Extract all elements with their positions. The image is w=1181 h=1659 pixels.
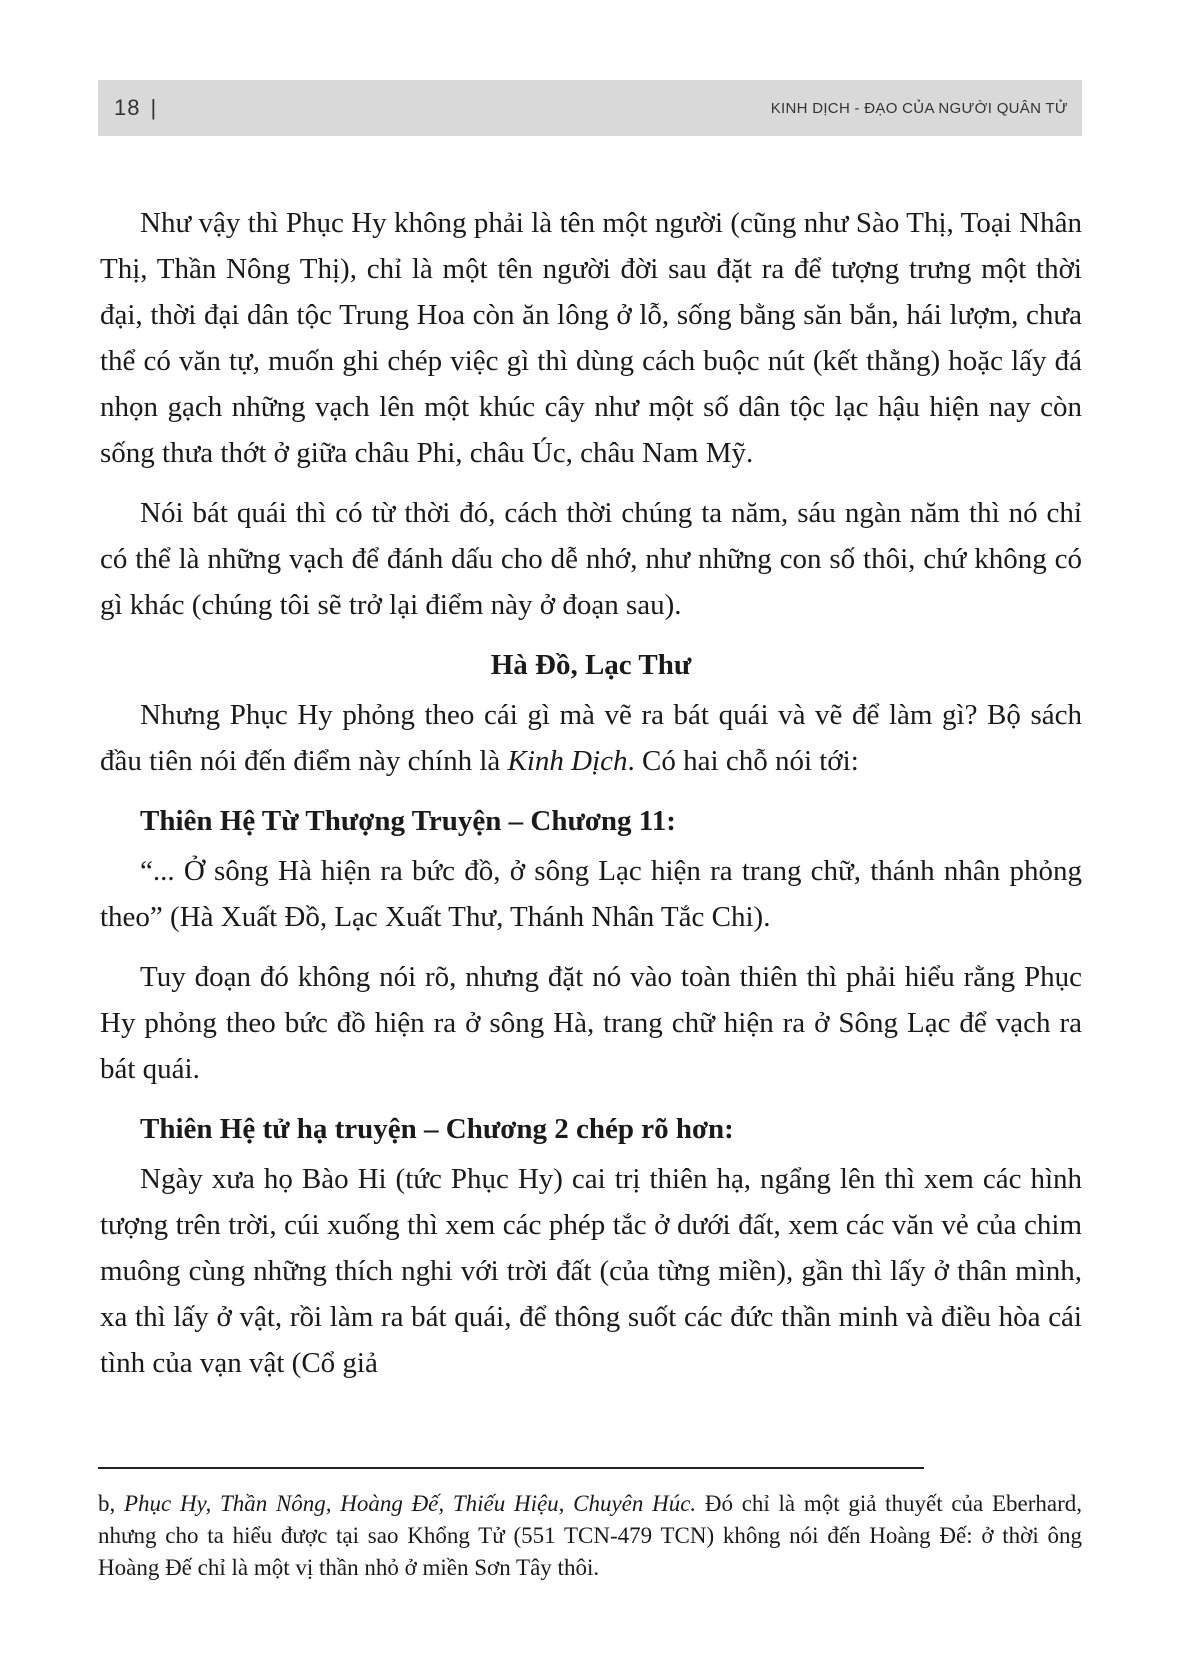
footnote-italic: Phục Hy, Thần Nông, Hoàng Đế, Thiếu Hiệu, Chuyên Húc. xyxy=(123,1491,697,1516)
paragraph-3 xyxy=(100,692,1082,784)
book-title-italic: Kinh Dịch xyxy=(507,745,628,777)
section-heading-ha-do-lac-thu: Hà Đồ, Lạc Thư xyxy=(490,649,692,681)
subheading-chapter-2: Thiên Hệ tử hạ truyện – Chương 2 chép rõ hơn: xyxy=(140,1113,734,1145)
paragraph-5: Tuy đoạn đó không nói rõ, nhưng đặt nó vào toàn thiên thì phải hiểu rằng Phục Hy phỏng theo bức đồ hiện ra ở sông Hà, trang chữ hiện ra ở Sông Lạc để vạch ra bát quái. xyxy=(100,961,1082,1085)
subheading-chapter-11: Thiên Hệ Từ Thượng Truyện – Chương 11: xyxy=(140,805,676,837)
header-separator: | xyxy=(150,95,158,120)
page-number-block xyxy=(98,95,157,121)
paragraph-1: Như vậy thì Phục Hy không phải là tên một người (cũng như Sào Thị, Toại Nhân Thị, Thần Nông Thị), chỉ là một tên người đời sau đặt ra để tượng trưng một thời đại, thời đại dân tộc Trung Hoa còn ăn lông ở lỗ, sống bằng săn bắn, hái lượm, chưa thể có văn tự, muốn ghi chép việc gì thì dùng cách buộc nút (kết thằng) hoặc lấy đá nhọn gạch những vạch lên một khúc cây như một số dân tộc lạc hậu hiện nay còn sống thưa thớt ở giữa châu Phi, châu Úc, châu Nam Mỹ. xyxy=(100,207,1082,469)
quote-paragraph: “... Ở sông Hà hiện ra bức đồ, ở sông Lạc hiện ra trang chữ, thánh nhân phỏng theo” (Hà Xuất Đồ, Lạc Xuất Thư, Thánh Nhân Tắc Chi). xyxy=(100,855,1082,933)
footnote-text xyxy=(98,1488,1082,1584)
paragraph-3-end: . Có hai chỗ nói tới: xyxy=(627,745,859,777)
running-header xyxy=(98,80,1082,136)
main-text xyxy=(100,200,1082,1400)
paragraph-2: Nói bát quái thì có từ thời đó, cách thời chúng ta năm, sáu ngàn năm thì nó chỉ có thể là những vạch để đánh dấu cho dễ nhớ, như những con số thôi, chứ không có gì khác (chúng tôi sẽ trở lại điểm này ở đoạn sau). xyxy=(100,497,1082,621)
footnote xyxy=(98,1488,1082,1584)
paragraph-6: Ngày xưa họ Bào Hi (tức Phục Hy) cai trị thiên hạ, ngẩng lên thì xem các hình tượng trên trời, cúi xuống thì xem các phép tắc ở dưới đất, xem các văn vẻ của chim muông cùng những thích nghi với trời đất (của từng miền), gần thì lấy ở thân mình, xa thì lấy ở vật, rồi làm ra bát quái, để thông suốt các đức thần minh và điều hòa cái tình của vạn vật (Cổ giả xyxy=(100,1163,1082,1379)
paragraph-3-start: Nhưng Phục Hy phỏng theo cái gì mà vẽ ra bát quái và vẽ để làm gì? Bộ sách đầu tiên nói đến điểm này chính là xyxy=(100,699,1082,777)
running-title: KINH DỊCH - ĐẠO CỦA NGƯỜI QUÂN TỬ xyxy=(770,99,1068,117)
footnote-prefix: b, xyxy=(98,1491,124,1516)
page-number: 18 xyxy=(114,95,141,120)
footnote-rest: Đó chỉ là một giả thuyết của Eberhard, nhưng cho ta hiểu được tại sao Khổng Tử (551 TCN-479 TCN) không nói đến Hoàng Đế: ở thời ông Hoàng Đế chỉ là một vị thần nhỏ ở miền Sơn Tây thôi. xyxy=(98,1491,1082,1580)
footnote-divider xyxy=(98,1467,924,1469)
